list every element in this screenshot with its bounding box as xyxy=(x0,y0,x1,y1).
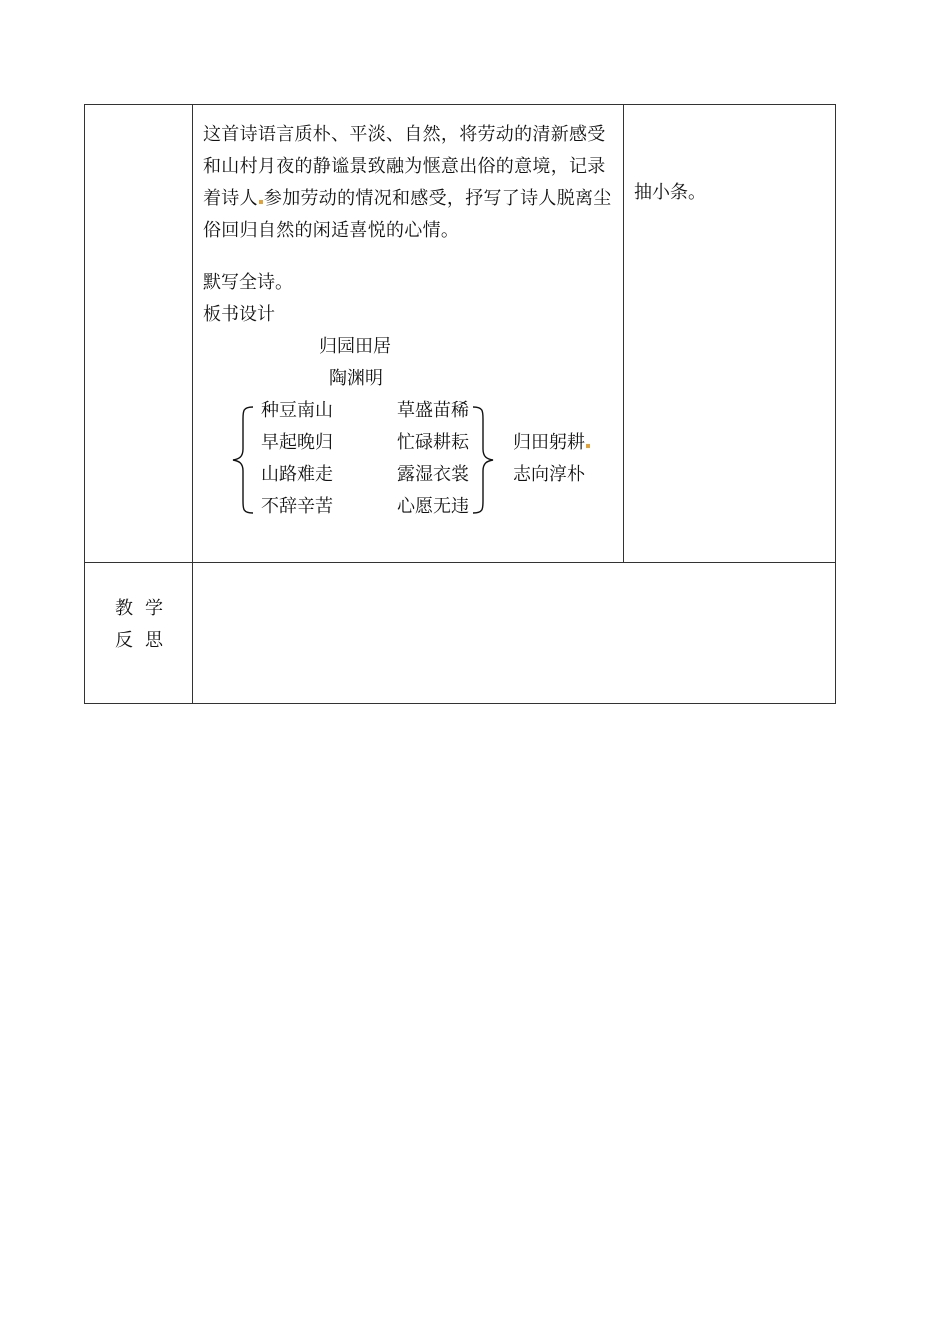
summary-part2: 参加劳动的情况和感受，抒写了诗人脱离尘俗回归自然的闲适喜悦的心情。 xyxy=(203,188,612,241)
poem-author: 陶渊明 xyxy=(329,368,383,389)
board-left-line: 不辞辛苦 xyxy=(261,496,333,517)
board-left-line: 山路难走 xyxy=(261,464,333,485)
board-left-line: 种豆南山 xyxy=(261,400,333,421)
reflection-label-line1: 教学 xyxy=(115,598,175,619)
board-middle-line: 草盛苗稀 xyxy=(397,400,469,421)
table-row xyxy=(85,105,836,563)
reflection-label-cell xyxy=(85,563,193,704)
table-row xyxy=(85,563,836,704)
board-middle-line: 心愿无违 xyxy=(397,496,469,517)
board-left-line: 早起晚归 xyxy=(261,432,333,453)
note-text: 抽小条。 xyxy=(634,182,706,203)
label-cell-empty xyxy=(85,105,193,563)
content-cell xyxy=(193,105,624,563)
board-middle-line: 忙碌耕耘 xyxy=(397,432,469,453)
revision-mark-icon xyxy=(259,200,263,204)
poem-summary xyxy=(203,119,619,247)
left-brace-icon xyxy=(231,405,255,515)
board-right-text: 归田躬耕 xyxy=(513,432,585,453)
poem-title: 归园田居 xyxy=(319,336,391,357)
reflection-content-cell xyxy=(193,563,836,704)
note-cell xyxy=(624,105,836,563)
reflection-label xyxy=(115,593,175,657)
reflection-label-line2: 反思 xyxy=(115,630,175,651)
revision-mark-icon xyxy=(586,444,590,448)
board-right-line xyxy=(513,427,591,459)
summary-part1: 这首诗语言质朴、平淡、自然，将劳动的清新感受和山村月夜的静谧景致融为惬意出俗的意境，记录着诗人 xyxy=(203,124,606,209)
task-text: 默写全诗。 xyxy=(203,272,293,293)
right-brace-icon xyxy=(471,405,495,515)
lesson-table xyxy=(84,104,836,704)
board-middle-line: 露湿衣裳 xyxy=(397,464,469,485)
board-design-label: 板书设计 xyxy=(203,304,275,325)
board-right-line: 志向淳朴 xyxy=(513,464,585,485)
